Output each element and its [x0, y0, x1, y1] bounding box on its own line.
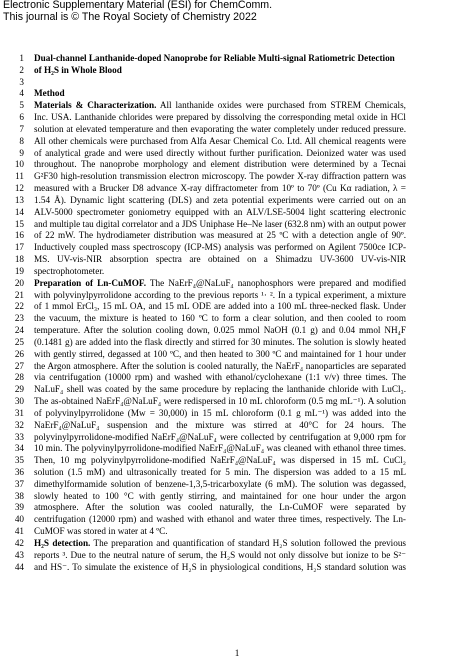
manuscript-line — [14, 478, 406, 491]
manuscript-line — [14, 561, 406, 574]
manuscript-line — [14, 230, 406, 242]
line-text: Method — [34, 88, 65, 99]
line-text: NaErF₄@NaLuF₄ suspension and the mixture was stirred at 40°C for 24 hours. The — [34, 419, 406, 430]
header-line-2: This journal is © The Royal Society of Chemistry 2022 — [3, 10, 257, 23]
line-text: Inc. USA. Lanthanide chlorides were prepared by dissolving the corresponding metal oxide in HCl — [34, 112, 406, 123]
manuscript-line — [14, 419, 406, 432]
manuscript-body — [14, 53, 406, 573]
manuscript-line — [19, 112, 406, 124]
manuscript-line — [19, 88, 406, 100]
manuscript-line — [14, 206, 406, 219]
line-text: Then, 10 mg polyvinylpyrrolidone-modified NaErF₄@NaLuF₄ was dispersed in 15 mL CuCl₂ — [34, 455, 406, 466]
line-number: 29 — [14, 384, 24, 395]
line-number: 23 — [14, 313, 24, 324]
line-number: 22 — [14, 301, 24, 312]
line-text: H₂S detection. The preparation and quantification of standard H₂S solution followed the previous — [34, 537, 406, 548]
line-number: 39 — [14, 502, 24, 513]
line-text: of polyvinylpyrrolidone (Mw = 30,000) in 15 mL chloroform (0.1 g mL⁻¹) was added into the — [34, 407, 406, 418]
manuscript-line — [19, 64, 406, 77]
line-text: atmosphere. After the solution was cooled naturally, the Ln-CuMOF were separated by — [34, 502, 406, 513]
manuscript-line — [14, 443, 406, 455]
manuscript-line — [14, 466, 406, 479]
line-text: reports ³. Due to the neutral nature of serum, the H₂S would not only dissolve but ionize to be S²⁻ — [34, 549, 406, 560]
line-number: 20 — [14, 277, 24, 288]
manuscript-line — [14, 384, 406, 396]
manuscript-line — [14, 490, 406, 503]
manuscript-line — [14, 549, 406, 562]
line-text: solution at elevated temperature and then evaporating the water completely under reduced pressure. — [34, 123, 406, 134]
line-text: via centrifugation (10000 rpm) and washed with ethanol/cyclohexane (1:1 v/v) three times. The — [34, 372, 406, 383]
line-text: temperature. After the solution cooling down, 0.025 mmol NaOH (0.1 g) and 0.04 mmol NH₄F — [34, 325, 406, 336]
line-text: MS. UV-vis-NIR absorption spectra are obtained on a Shimadzu UV-3600 UV-vis-NIR — [34, 254, 406, 265]
manuscript-line — [14, 396, 406, 408]
line-number: 27 — [14, 360, 24, 371]
line-text: with gently stirred, degassed at 100 ºC, and then heated to 300 ºC and maintained for 1 hour under — [34, 348, 406, 359]
line-text: Dual-channel Lanthanide-doped Nanoprobe for Reliable Multi-signal Ratiometric Detection — [34, 53, 395, 63]
line-text: spectrophotometer. — [34, 265, 105, 276]
manuscript-line — [14, 265, 406, 278]
line-number: 14 — [14, 206, 24, 217]
line-number: 11 — [15, 171, 24, 182]
line-number: 35 — [14, 455, 24, 466]
manuscript-line — [14, 159, 406, 171]
line-number: 3 — [19, 76, 24, 87]
line-number: 7 — [19, 123, 24, 134]
line-text: measured with a Brucker D8 advance X-ray diffractometer from 10º to 70º (Cu Kα radiation, λ = — [34, 183, 406, 194]
manuscript-line — [19, 76, 406, 89]
line-text: G²F30 high-resolution transmission electron microscopy. The powder X-ray diffraction pattern was — [34, 171, 406, 182]
line-number: 28 — [14, 372, 24, 383]
line-number: 19 — [14, 265, 24, 276]
line-text: The as-obtained NaErF₄@NaLuF₄ were redispersed in 10 mL chloroform (0.5 mg mL⁻¹). A solution — [34, 396, 406, 407]
line-number: 44 — [14, 561, 24, 572]
line-text: ALV-5000 spectrometer goniometry equipped with an ALV/LSE-5004 light scattering electronic — [34, 206, 406, 217]
line-text: dimethylformamide solution of benzene-1,3,5-tricarboxylate (6 mM). The solution was degassed, — [34, 478, 406, 489]
header-line-1: Electronic Supplementary Material (ESI) for ChemComm. — [3, 0, 273, 11]
manuscript-line — [14, 218, 406, 231]
manuscript-line — [14, 537, 406, 550]
line-number: 9 — [19, 147, 24, 158]
manuscript-line — [14, 502, 406, 514]
line-text: slowly heated to 100 °C with gently stirring, and maintained for one hour under the argon — [34, 490, 406, 501]
manuscript-line — [19, 135, 406, 148]
line-text: and multiple tau digital correlator and a JDS Uniphase He–Ne laser (632.8 nm) with an output power — [34, 218, 406, 229]
manuscript-line — [14, 254, 406, 266]
line-number: 13 — [14, 194, 24, 205]
line-number: 10 — [14, 159, 24, 170]
line-text: the Argon atmosphere. After the solution is cooled naturally, the NaErF₄ nanoparticles are separated — [34, 360, 406, 371]
manuscript-line — [14, 313, 406, 325]
manuscript-line — [15, 171, 406, 183]
line-number: 18 — [14, 254, 24, 265]
line-text: solution (1.5 mM) and ultrasonically treated for 5 min. The dispersion was added to a 15 mL — [34, 466, 406, 477]
manuscript-line — [14, 336, 406, 349]
line-number: 40 — [14, 514, 24, 525]
line-text: CuMOF was stored in water at 4 ºC. — [34, 526, 168, 537]
line-number: 26 — [14, 348, 24, 359]
manuscript-line — [19, 100, 406, 112]
line-text: (0.1481 g) are added into the flask directly and stirred for 30 minutes. The solution is slowly heated — [34, 336, 406, 347]
manuscript-line — [14, 431, 406, 444]
line-text: and HS⁻. To simulate the existence of H₂S in physiological conditions, H₂S standard solution was — [34, 561, 406, 572]
manuscript-line — [14, 325, 406, 337]
line-number: 1 — [19, 53, 24, 63]
line-number: 21 — [14, 289, 24, 300]
line-text: centrifugation (12000 rpm) and washed with ethanol and water three times, respectively. The Ln- — [34, 514, 406, 525]
line-number: 25 — [14, 336, 24, 347]
line-number: 12 — [14, 183, 24, 194]
line-number: 16 — [14, 230, 24, 241]
manuscript-line — [14, 301, 406, 313]
page-number: 1 — [234, 648, 240, 658]
line-text: 1.54 Å). Dynamic light scattering (DLS) and zeta potential experiments were carried out on an — [34, 194, 406, 205]
line-number: 36 — [14, 466, 24, 477]
manuscript-line — [14, 407, 406, 420]
journal-header — [3, 0, 272, 23]
line-number: 43 — [14, 549, 24, 560]
line-text: Preparation of Ln-CuMOF. The NaErF₄@NaLuF₄ nanophosphors were prepared and modified — [34, 277, 406, 288]
line-number: 24 — [14, 325, 24, 336]
line-text: All other chemicals were purchased from Alfa Aesar Chemical Co. Ltd. All chemical reagents were — [34, 135, 406, 146]
line-number: 42 — [14, 537, 24, 548]
manuscript-line — [19, 53, 406, 65]
line-text: of 1 mmol ErCl₃, 15 mL OA, and 15 mL ODE are added into a 100 mL three-necked flask. Under — [34, 301, 406, 312]
line-number: 37 — [14, 478, 24, 489]
manuscript-line — [19, 147, 406, 160]
manuscript-line — [14, 289, 406, 302]
manuscript-line — [14, 183, 406, 195]
line-number: 2 — [19, 64, 24, 75]
manuscript-line — [14, 348, 406, 361]
line-number: 8 — [19, 135, 24, 146]
line-text: of 22 mW. The hydrodiameter distribution was measured at 25 ºC with a detection angle of 90º. — [34, 230, 406, 241]
line-number: 30 — [14, 396, 24, 407]
manuscript-line — [14, 514, 406, 526]
line-text: NaLuF₄ shell was coated by the same procedure by replacing the lanthanide chloride with LuCl₃. — [34, 384, 406, 395]
manuscript-line — [14, 360, 406, 373]
manuscript-line — [14, 277, 406, 290]
manuscript-line — [14, 526, 406, 538]
line-number: 41 — [14, 526, 24, 537]
line-text: with polyvinylpyrrolidone according to the previous reports ¹· ². In a typical experiment, a mixture — [34, 289, 406, 300]
line-number: 4 — [19, 88, 24, 99]
line-number: 32 — [14, 419, 24, 430]
line-text: 10 min. The polyvinylpyrrolidone-modified NaErF₄@NaLuF₄ was cleaned with ethanol three times. — [34, 443, 406, 454]
line-text: of analytical grade and were used directly without further purification. Deionized water was used — [34, 147, 406, 158]
line-number: 34 — [14, 443, 24, 454]
line-text: Materials & Characterization. All lanthanide oxides were purchased from STREM Chemicals, — [34, 100, 406, 111]
line-number: 5 — [19, 100, 24, 111]
line-number: 31 — [14, 407, 24, 418]
manuscript-line — [14, 372, 406, 384]
line-number: 38 — [14, 490, 24, 501]
line-number: 33 — [14, 431, 24, 442]
line-number: 15 — [14, 218, 24, 229]
line-text: Inductively coupled mass spectroscopy (ICP-MS) analysis was performed on Agilent 7500ce ICP- — [34, 242, 406, 253]
manuscript-line — [14, 455, 406, 467]
manuscript-line — [19, 123, 406, 136]
line-text: of H₂S in Whole Blood — [34, 64, 122, 75]
line-number: 6 — [19, 112, 24, 123]
manuscript-line — [14, 194, 406, 207]
line-text: throughout. The nanoprobe morphology and element distribution were determined by a Tecnai — [34, 159, 406, 170]
line-text: polyvinylpyrrolidone-modified NaErF₄@NaLuF₄ were collected by centrifugation at 9,000 rpm for — [34, 431, 406, 442]
line-number: 17 — [14, 242, 24, 253]
manuscript-line — [14, 242, 406, 254]
line-text: the vacuum, the mixture is heated to 160 ºC to form a clear solution, and then cooled to room — [34, 313, 406, 324]
